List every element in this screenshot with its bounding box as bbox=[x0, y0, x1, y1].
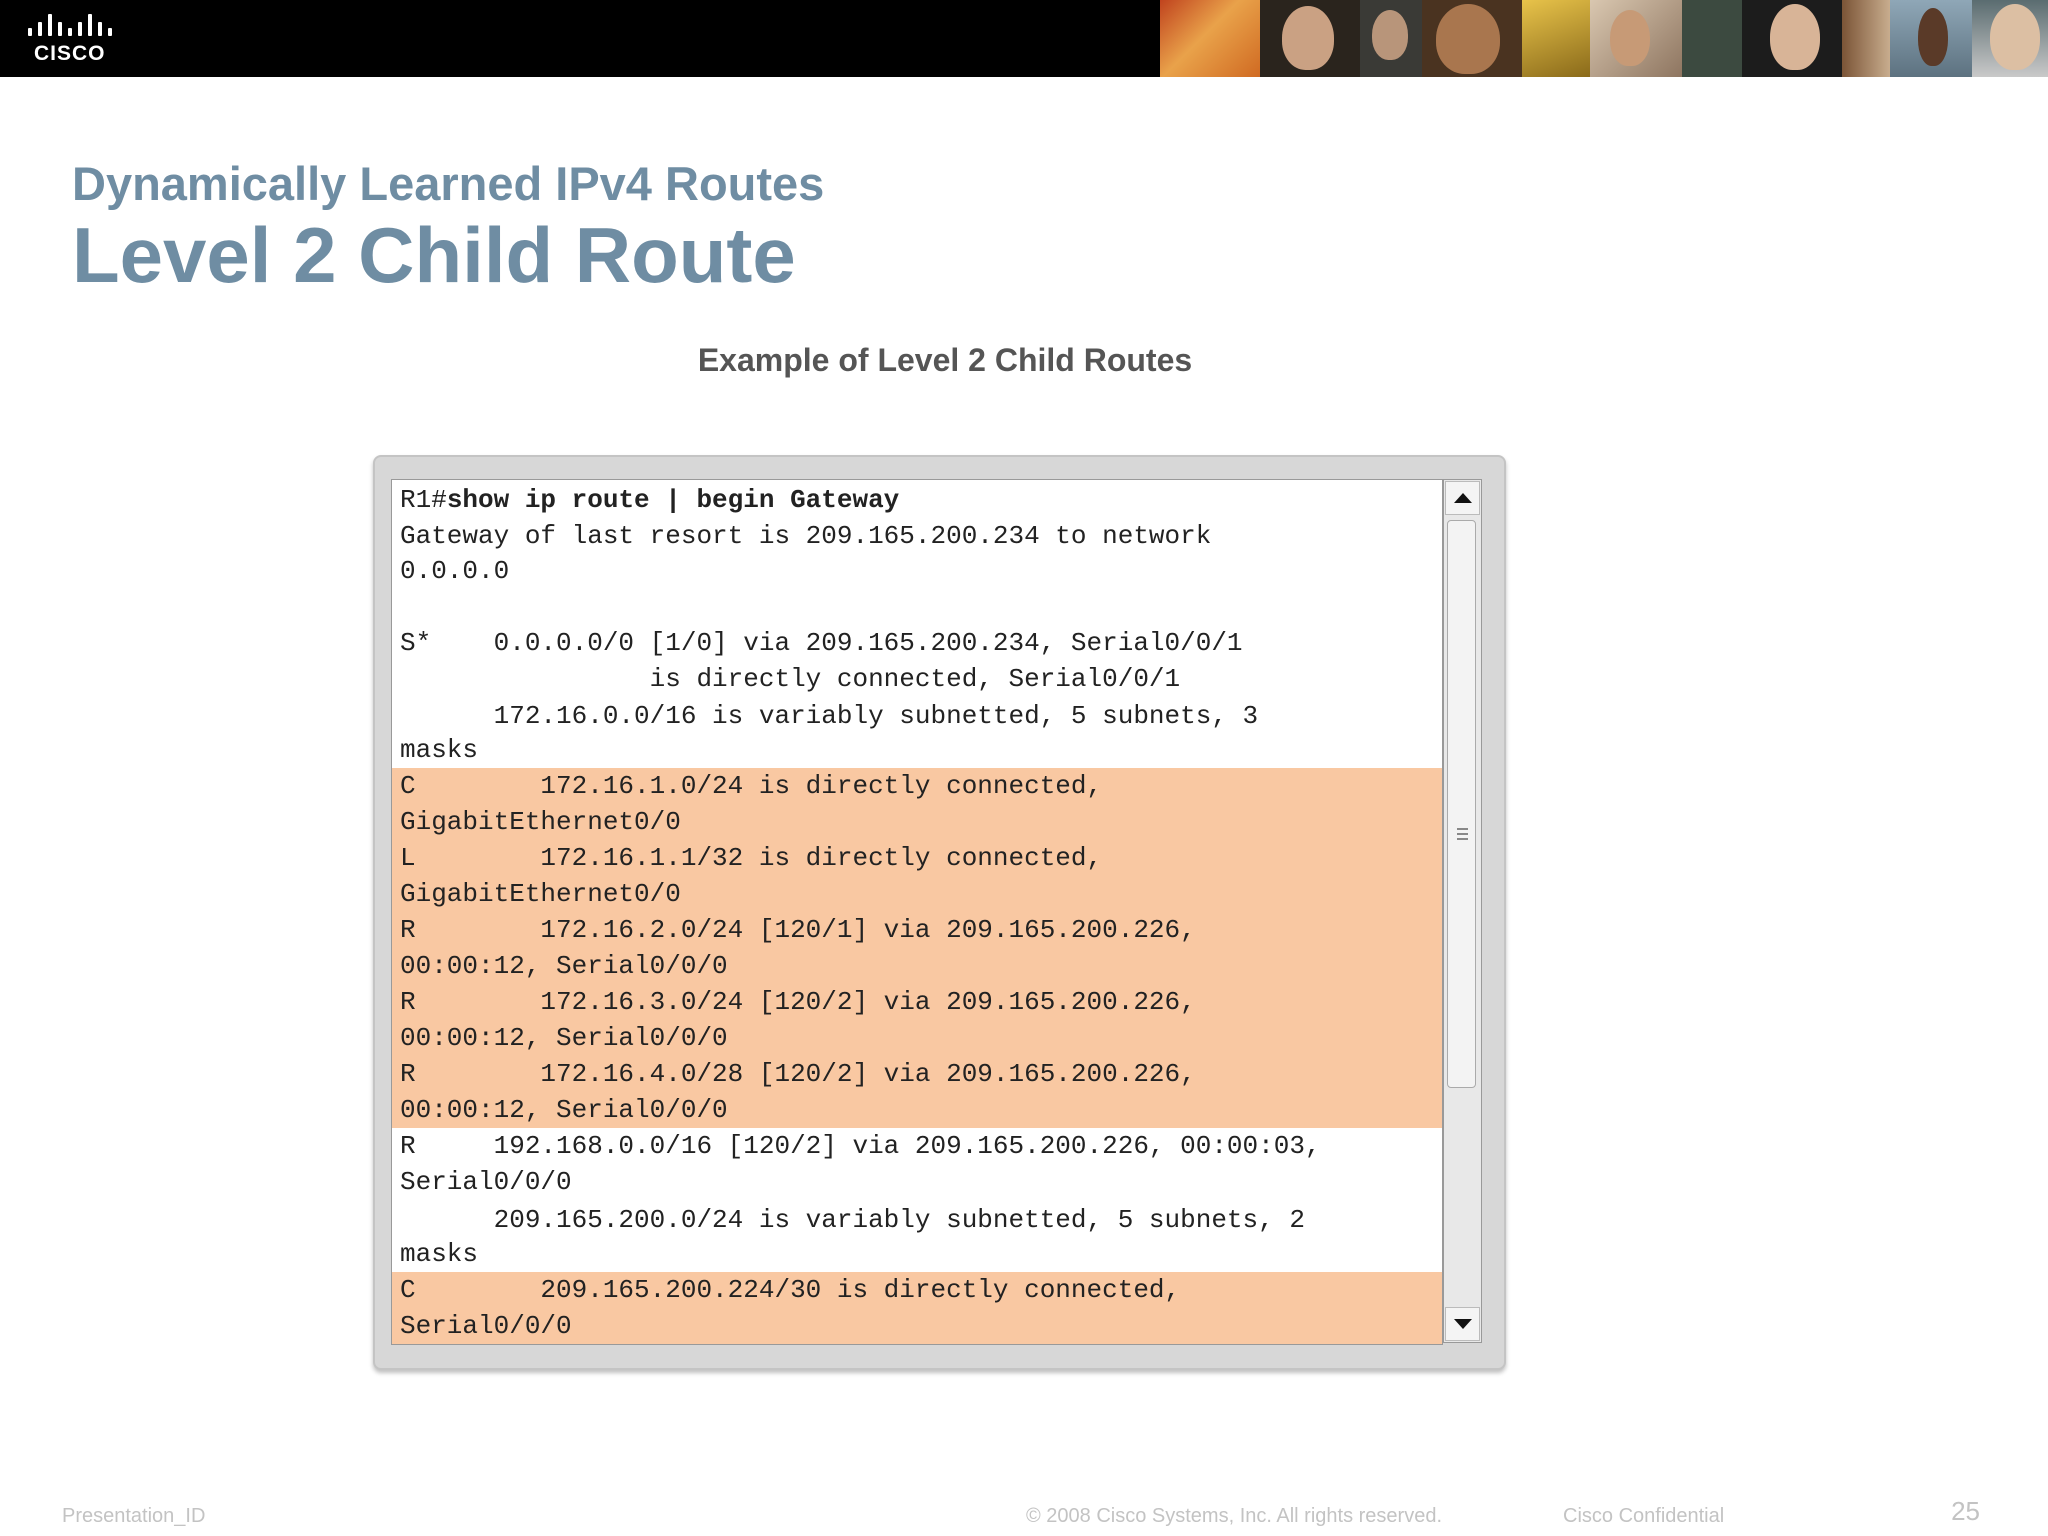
photo-tile bbox=[1160, 0, 1260, 77]
grip-icon bbox=[1457, 833, 1468, 835]
photo-tile bbox=[1522, 0, 1590, 77]
terminal-line: 172.16.0.0/16 is variably subnetted, 5 subnets, 3 bbox=[400, 701, 1259, 731]
photo-tile bbox=[1890, 0, 1972, 77]
photo-tile bbox=[1742, 0, 1842, 77]
footer-confidential: Cisco Confidential bbox=[1563, 1505, 1725, 1527]
terminal-line: Gateway of last resort is 209.165.200.234 to network bbox=[400, 521, 1212, 551]
terminal-line: 0.0.0.0 bbox=[400, 556, 510, 586]
cisco-logo-bars-icon bbox=[28, 14, 114, 36]
footer-copyright: © 2008 Cisco Systems, Inc. All rights reserved. bbox=[1026, 1505, 1443, 1527]
grip-icon bbox=[1457, 828, 1468, 830]
terminal-line-highlighted: L 172.16.1.1/32 is directly connected, bbox=[392, 840, 1442, 876]
terminal-line: masks bbox=[400, 1239, 479, 1269]
page-number: 25 bbox=[1951, 1496, 1980, 1526]
terminal-line-highlighted: R 172.16.2.0/24 [120/1] via 209.165.200.226, bbox=[392, 912, 1442, 948]
terminal-line: S* 0.0.0.0/0 [1/0] via 209.165.200.234, Serial0/0/1 bbox=[400, 628, 1243, 658]
terminal-window bbox=[373, 455, 1506, 1370]
terminal-line-highlighted: R 172.16.3.0/24 [120/2] via 209.165.200.226, bbox=[392, 984, 1442, 1020]
footer-presentation-id: Presentation_ID bbox=[62, 1505, 206, 1527]
scroll-down-button[interactable] bbox=[1445, 1307, 1480, 1341]
terminal-line-highlighted: Serial0/0/0 bbox=[392, 1308, 1442, 1344]
slide-subtitle: Dynamically Learned IPv4 Routes bbox=[72, 157, 825, 210]
terminal-line: Serial0/0/0 bbox=[400, 1167, 572, 1197]
terminal-line-highlighted: C 172.16.1.0/24 is directly connected, bbox=[392, 768, 1442, 804]
terminal-line-highlighted: 00:00:12, Serial0/0/0 bbox=[392, 1020, 1442, 1056]
terminal-line bbox=[392, 590, 1442, 626]
terminal-line-highlighted: GigabitEthernet0/0 bbox=[392, 804, 1442, 840]
terminal-line-highlighted: 00:00:12, Serial0/0/0 bbox=[392, 948, 1442, 984]
photo-tile bbox=[1260, 0, 1360, 77]
terminal-line-highlighted: C 209.165.200.224/30 is directly connected, bbox=[392, 1272, 1442, 1308]
header-photo-strip bbox=[1160, 0, 2048, 77]
terminal-prompt: R1# bbox=[400, 485, 447, 515]
photo-tile bbox=[1972, 0, 2048, 77]
figure-caption: Example of Level 2 Child Routes bbox=[697, 342, 1193, 378]
terminal-line: 209.165.200.0/24 is variably subnetted, 5 subnets, 2 bbox=[400, 1205, 1305, 1235]
cisco-logo bbox=[28, 14, 118, 64]
photo-tile bbox=[1422, 0, 1522, 77]
grip-icon bbox=[1457, 838, 1468, 840]
terminal-command-line bbox=[392, 482, 1442, 518]
photo-tile bbox=[1682, 0, 1742, 77]
top-banner bbox=[0, 0, 2048, 77]
arrow-down-icon bbox=[1454, 1319, 1472, 1329]
photo-tile bbox=[1842, 0, 1890, 77]
vertical-scrollbar[interactable] bbox=[1443, 479, 1482, 1343]
terminal-line-highlighted: GigabitEthernet0/0 bbox=[392, 876, 1442, 912]
scrollbar-thumb[interactable] bbox=[1447, 520, 1476, 1088]
arrow-up-icon bbox=[1454, 493, 1472, 503]
terminal-line-highlighted: R 172.16.4.0/28 [120/2] via 209.165.200.226, bbox=[392, 1056, 1442, 1092]
terminal-output[interactable] bbox=[391, 479, 1443, 1345]
terminal-line: R 192.168.0.0/16 [120/2] via 209.165.200.226, 00:00:03, bbox=[400, 1131, 1321, 1161]
terminal-line: masks bbox=[400, 735, 479, 765]
slide-title: Level 2 Child Route bbox=[72, 211, 796, 299]
cisco-logo-text: CISCO bbox=[34, 42, 106, 65]
terminal-command: show ip route | begin Gateway bbox=[446, 485, 900, 515]
photo-tile bbox=[1360, 0, 1422, 77]
scroll-up-button[interactable] bbox=[1445, 481, 1480, 515]
terminal-line-highlighted: 00:00:12, Serial0/0/0 bbox=[392, 1092, 1442, 1128]
terminal-line: is directly connected, Serial0/0/1 bbox=[400, 664, 1181, 694]
photo-tile bbox=[1590, 0, 1682, 77]
